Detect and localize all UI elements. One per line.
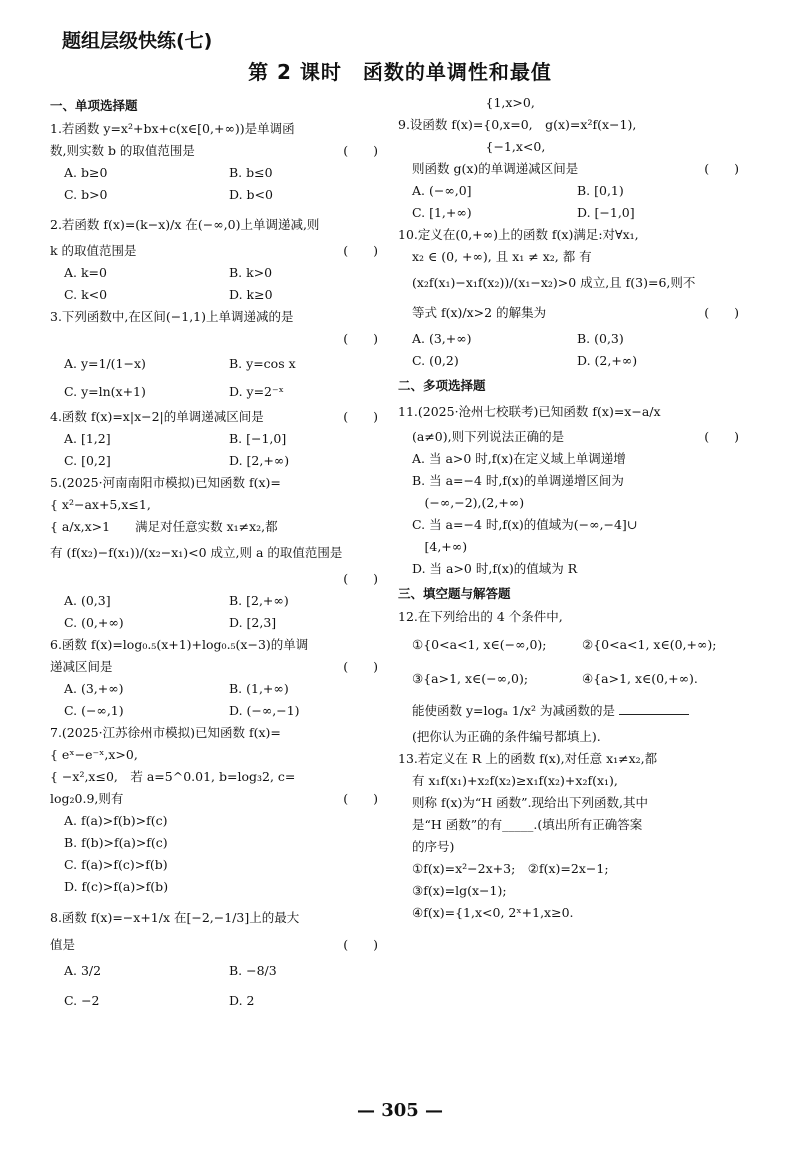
lesson-title: 第 2 课时 函数的单调性和最值 [248,60,552,84]
option: ③f(x)=lg(x−1); [412,883,507,898]
q11-line-1: 11.(2025·沧州七校联考)已知函数 f(x)=x−a/x [398,404,661,419]
q11-line-2 [398,426,743,448]
q6-line-2 [50,656,382,678]
option: C. (0,2) [412,353,459,368]
option: D. b<0 [229,187,273,202]
question-9 [398,92,743,224]
question-5 [50,472,382,634]
option-continued: [4,+∞) [412,539,468,554]
q13-text: 是“H 函数”的有 [412,817,503,832]
option: D. y=2⁻ˣ [229,384,284,399]
option: B. 当 a=−4 时,f(x)的单调递增区间为 [412,473,624,488]
question-7 [50,722,382,898]
q10-text: 等式 f(x)/x>2 的解集为 [412,305,547,320]
q13-line-3: 则称 f(x)为“H 函数”.现给出下列函数,其中 [412,795,649,810]
question-2 [50,210,382,306]
q10-line-3: (x₂f(x₁)−x₁f(x₂))/(x₁−x₂)>0 成立,且 f(3)=6,则不 [412,275,696,290]
option: B. −8/3 [229,963,277,978]
option: D. [2,+∞) [229,453,290,468]
q8-text: 值是 [50,937,76,952]
question-13 [398,748,743,924]
option: A. f(a)>f(b)>f(c) [64,813,168,828]
option: B. [2,+∞) [229,593,289,608]
option: C. [0,2] [64,453,111,468]
q9-text: 则函数 g(x)的单调递减区间是 [412,161,579,176]
option: A. (0,3] [64,593,111,608]
q7-line-4 [50,788,382,810]
q5-line-3: { a/x,x>1 满足对任意实数 x₁≠x₂,都 [50,519,278,534]
option: A. b≥0 [64,165,108,180]
q12-line-3: (把你认为正确的条件编号都填上). [412,729,601,744]
condition: ③{a>1, x∈(−∞,0); [412,671,529,686]
q3-options [50,350,382,406]
q8-line-1: 8.函数 f(x)=−x+1/x 在[−2,−1/3]上的最大 [50,910,300,925]
question-3 [50,306,382,406]
question-8 [50,902,382,1016]
option: D. (2,+∞) [577,353,638,368]
option: C. k<0 [64,287,108,302]
q6-line-1: 6.函数 f(x)=log₀.₅(x+1)+log₀.₅(x−3)的单调 [50,637,309,652]
q1-text: 数,则实数 b 的取值范围是 [50,143,195,158]
q13-line-1: 13.若定义在 R 上的函数 f(x),对任意 x₁≠x₂,都 [398,751,658,766]
option: B. y=cos x [229,356,296,371]
q2-options [50,262,382,306]
q9-line-4 [398,158,743,180]
question-6 [50,634,382,722]
option: C. f(a)>f(c)>f(b) [64,857,168,872]
option: D. [2,3] [229,615,277,630]
question-10 [398,224,743,372]
section-single-choice: 一、单项选择题 [50,98,138,113]
section-multiple-choice: 二、多项选择题 [398,378,486,393]
q7-text: log₂0.9,则有 [50,791,124,806]
question-12 [398,606,743,748]
q6-text: 递减区间是 [50,659,113,674]
q7-line-3: { −x²,x≤0, 若 a=5^0.01, b=log₃2, c= [50,769,296,784]
q10-line-4 [398,298,743,328]
q1-line-1: 1.若函数 y=x²+bx+c(x∈[0,+∞))是单调函 [50,121,295,136]
option: B. f(b)>f(a)>f(c) [64,835,168,850]
q6-options [50,678,382,722]
condition: ④{a>1, x∈(0,+∞). [582,671,698,686]
q5-paren-line [50,568,382,590]
option-continued: (−∞,−2),(2,+∞) [412,495,525,510]
q13-line-2: 有 x₁f(x₁)+x₂f(x₂)≥x₁f(x₂)+x₂f(x₁), [412,773,618,788]
q13-line-4 [398,814,743,836]
option: D. (−∞,−1) [229,703,300,718]
option: C. (−∞,1) [64,703,124,718]
answer-paren: ( ) [704,305,739,320]
question-1 [50,118,382,206]
question-4 [50,406,382,472]
answer-paren: ( ) [343,243,378,258]
answer-blank[interactable] [619,702,689,715]
option: A. (3,+∞) [412,331,472,346]
q4-options [50,428,382,472]
option: D. f(c)>f(a)>f(b) [64,879,169,894]
option: C. b>0 [64,187,108,202]
answer-paren: ( ) [343,331,378,346]
option: C. −2 [64,993,100,1008]
q10-options [398,328,743,372]
option: B. b≤0 [229,165,273,180]
q13-blank-text[interactable]: _____.(填出所有正确答案 [502,817,643,832]
q5-line-4: 有 (f(x₂)−f(x₁))/(x₂−x₁)<0 成立,则 a 的取值范围是 [50,545,343,560]
option: D. 当 a>0 时,f(x)的值域为 R [412,561,578,576]
option: C. 当 a=−4 时,f(x)的值域为(−∞,−4]∪ [412,517,638,532]
option: A. 3/2 [64,963,102,978]
q8-options [50,956,382,1016]
left-column [50,92,382,1016]
q13-options [398,858,743,924]
option: ④f(x)={1,x<0, 2ˣ+1,x≥0. [412,905,574,920]
q12-text: 能使函数 y=logₐ 1/x² 为减函数的是 [412,703,616,718]
option: C. (0,+∞) [64,615,124,630]
answer-paren: ( ) [343,937,378,952]
option: C. [1,+∞) [412,205,472,220]
q10-line-2: x₂ ∈ (0, +∞), 且 x₁ ≠ x₂, 都 有 [412,249,592,264]
q12-line-1: 12.在下列给出的 4 个条件中, [398,609,563,624]
option: ①f(x)=x²−2x+3; ②f(x)=2x−1; [412,861,609,876]
condition: ②{0<a<1, x∈(0,+∞); [582,637,717,652]
option: D. [−1,0] [577,205,635,220]
option: B. k>0 [229,265,273,280]
right-column [398,92,743,924]
q8-line-2 [50,934,382,956]
q2-line-2 [50,240,382,262]
q9-line-1: {1,x>0, [398,95,535,110]
answer-paren: ( ) [343,791,378,806]
option: D. k≥0 [229,287,273,302]
q12-conditions [398,628,743,696]
q5-line-1: 5.(2025·河南南阳市模拟)已知函数 f(x)= [50,475,281,490]
section-fill-and-solve: 三、填空题与解答题 [398,586,511,601]
q7-line-2: { eˣ−e⁻ˣ,x>0, [50,747,138,762]
answer-paren: ( ) [704,161,739,176]
option: B. [0,1) [577,183,624,198]
option: A. 当 a>0 时,f(x)在定义域上单调递增 [412,451,626,466]
q9-options [398,180,743,224]
option: C. y=ln(x+1) [64,384,146,399]
answer-paren: ( ) [343,143,378,158]
q3-paren-line [50,328,382,350]
option: D. 2 [229,993,255,1008]
q1-line-2 [50,140,382,162]
q13-line-5: 的序号) [412,839,455,854]
answer-paren: ( ) [343,659,378,674]
q12-line-2 [398,696,743,726]
q1-options [50,162,382,206]
question-11 [398,398,743,580]
page-number: — 305 — [356,1100,444,1121]
q11-options [398,448,743,580]
answer-paren: ( ) [704,429,739,444]
q5-options [50,590,382,634]
q7-options [50,810,382,898]
q5-line-2: { x²−ax+5,x≤1, [50,497,151,512]
option: A. (−∞,0] [412,183,472,198]
q9-line-3: {−1,x<0, [398,139,546,154]
option: B. [−1,0] [229,431,287,446]
option: A. y=1/(1−x) [64,356,146,371]
q2-text: k 的取值范围是 [50,243,137,258]
exercise-header: 题组层级快练(七) [62,30,213,52]
answer-paren: ( ) [343,571,378,586]
q11-text: (a≠0),则下列说法正确的是 [412,429,565,444]
q7-line-1: 7.(2025·江苏徐州市模拟)已知函数 f(x)= [50,725,281,740]
q10-line-1: 10.定义在(0,+∞)上的函数 f(x)满足:对∀x₁, [398,227,639,242]
option: A. k=0 [64,265,107,280]
answer-paren: ( ) [343,409,378,424]
condition: ①{0<a<1, x∈(−∞,0); [412,637,547,652]
option: B. (1,+∞) [229,681,289,696]
q4-text: 4.函数 f(x)=x|x−2|的单调递减区间是 [50,409,264,424]
option: A. (3,+∞) [64,681,124,696]
option: B. (0,3) [577,331,624,346]
q2-line-1: 2.若函数 f(x)=(k−x)/x 在(−∞,0)上单调递减,则 [50,217,320,232]
q4-line-1 [50,406,382,428]
option: A. [1,2] [64,431,111,446]
q3-line-1: 3.下列函数中,在区间(−1,1)上单调递减的是 [50,309,294,324]
q9-line-2: 9.设函数 f(x)={0,x=0, g(x)=x²f(x−1), [398,117,637,132]
